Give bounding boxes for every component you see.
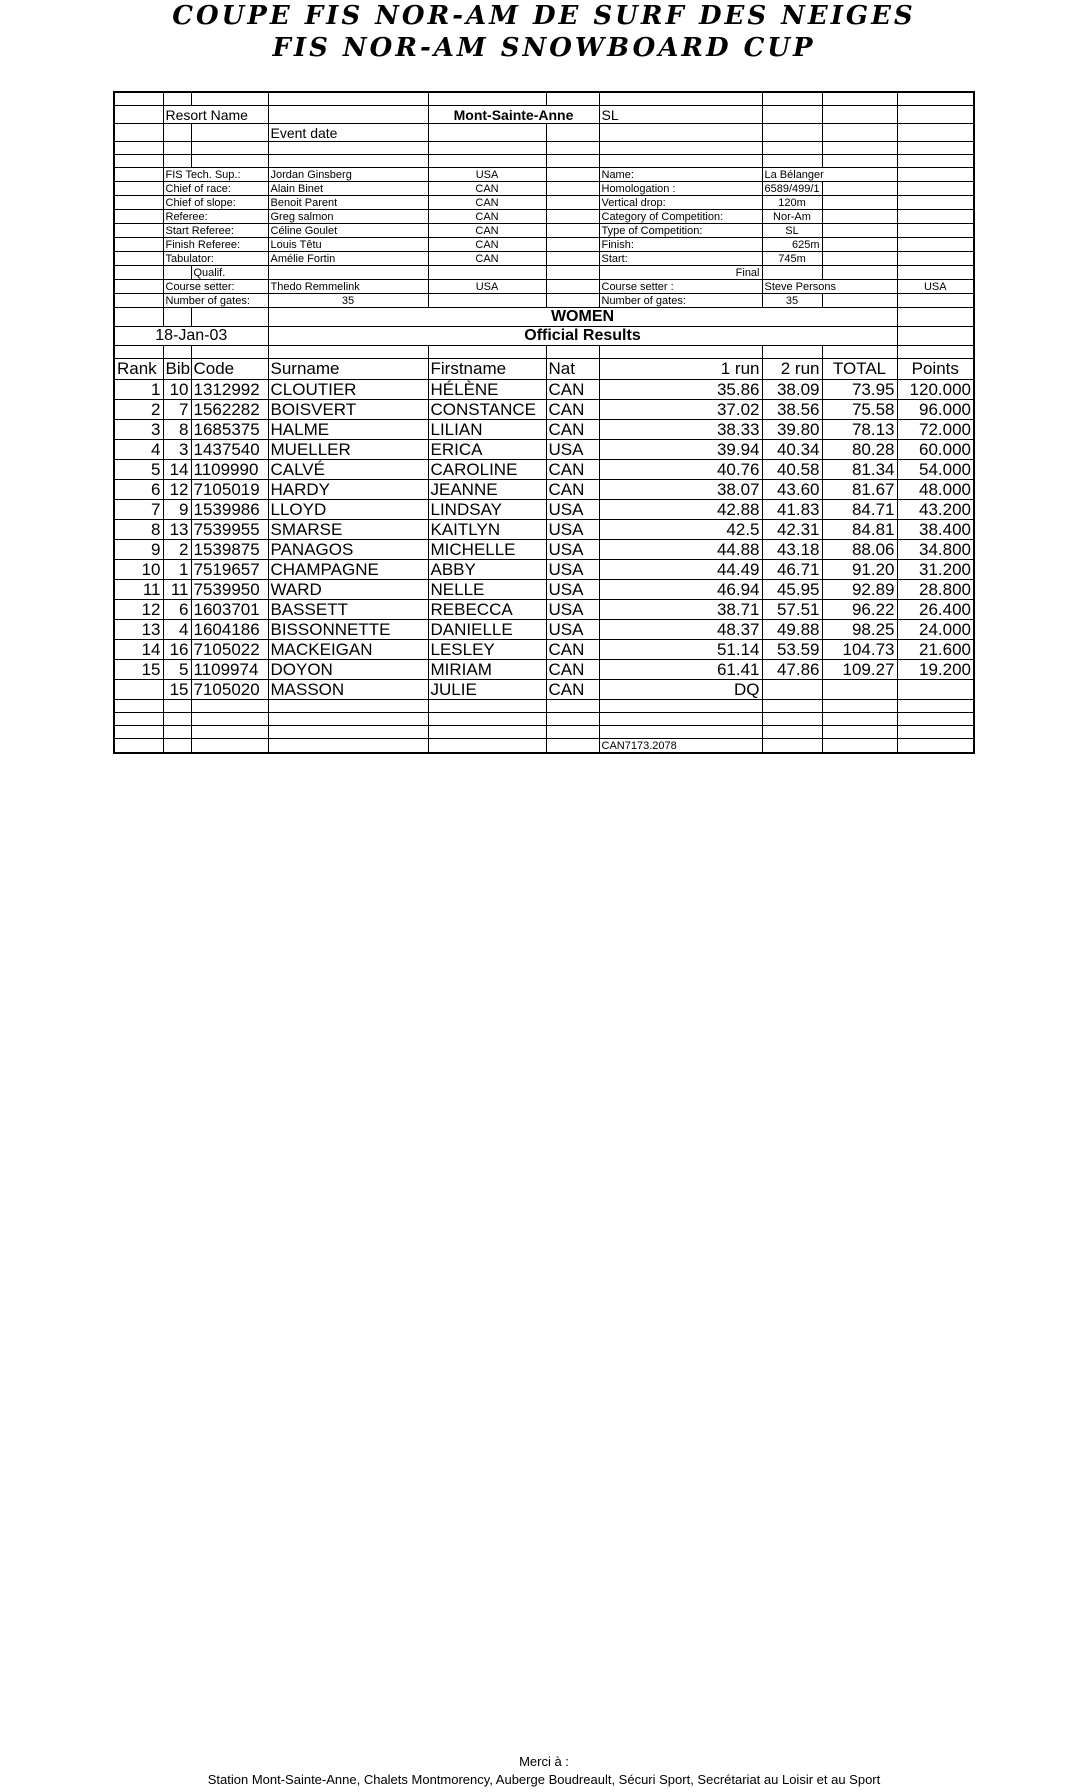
gates-value-2: 35: [762, 294, 822, 308]
result-bib: 4: [163, 620, 191, 640]
result-points: 96.000: [897, 400, 974, 420]
result-firstname: ERICA: [428, 440, 546, 460]
result-nat: CAN: [546, 420, 599, 440]
course-value: 6589/499/1: [762, 182, 822, 196]
result-code: 1109974: [191, 660, 268, 680]
result-surname: MACKEIGAN: [268, 640, 428, 660]
official-label: Chief of race:: [163, 182, 268, 196]
result-total: 81.34: [822, 460, 897, 480]
result-firstname: LESLEY: [428, 640, 546, 660]
course-label: Start:: [599, 252, 762, 266]
result-nat: USA: [546, 560, 599, 580]
result-total: 88.06: [822, 540, 897, 560]
result-run2: 47.86: [762, 660, 822, 680]
result-code: 7105022: [191, 640, 268, 660]
result-nat: USA: [546, 540, 599, 560]
table-row: [114, 580, 974, 600]
result-rank: 10: [114, 560, 163, 580]
official-nat: CAN: [428, 182, 546, 196]
table-row: [114, 440, 974, 460]
result-total: 80.28: [822, 440, 897, 460]
result-bib: 9: [163, 500, 191, 520]
course-value: 745m: [762, 252, 822, 266]
result-points: 54.000: [897, 460, 974, 480]
official-name: Amélie Fortin: [268, 252, 428, 266]
result-bib: 10: [163, 380, 191, 400]
result-run2: 57.51: [762, 600, 822, 620]
results-heading: Official Results: [268, 327, 897, 346]
result-firstname: MIRIAM: [428, 660, 546, 680]
result-run1: 46.94: [599, 580, 762, 600]
result-rank: 8: [114, 520, 163, 540]
result-rank: 12: [114, 600, 163, 620]
result-surname: WARD: [268, 580, 428, 600]
result-rank: 15: [114, 660, 163, 680]
official-nat: CAN: [428, 238, 546, 252]
result-points: 34.800: [897, 540, 974, 560]
result-rank: [114, 680, 163, 700]
result-points: 21.600: [897, 640, 974, 660]
official-nat: USA: [428, 168, 546, 182]
result-firstname: KAITLYN: [428, 520, 546, 540]
col-rank: Rank: [114, 359, 163, 380]
result-rank: 6: [114, 480, 163, 500]
table-row: [114, 680, 974, 700]
course-value: 625m: [762, 238, 822, 252]
col-code: Code: [191, 359, 268, 380]
course-value: SL: [762, 224, 822, 238]
results-sheet: [113, 91, 975, 754]
result-total: 84.81: [822, 520, 897, 540]
result-surname: MUELLER: [268, 440, 428, 460]
result-run2: [762, 680, 822, 700]
result-surname: DOYON: [268, 660, 428, 680]
result-total: 78.13: [822, 420, 897, 440]
course-setter-nat-1: USA: [428, 280, 546, 294]
result-firstname: NELLE: [428, 580, 546, 600]
result-nat: USA: [546, 580, 599, 600]
result-nat: CAN: [546, 400, 599, 420]
result-nat: CAN: [546, 460, 599, 480]
result-total: 84.71: [822, 500, 897, 520]
result-run1: 38.33: [599, 420, 762, 440]
qualif-label: Qualif.: [191, 266, 268, 280]
result-rank: 5: [114, 460, 163, 480]
course-label: Homologation :: [599, 182, 762, 196]
result-firstname: CONSTANCE: [428, 400, 546, 420]
official-name: Louis Têtu: [268, 238, 428, 252]
official-nat: CAN: [428, 252, 546, 266]
course-label: Name:: [599, 168, 762, 182]
result-points: 72.000: [897, 420, 974, 440]
result-nat: CAN: [546, 680, 599, 700]
result-bib: 5: [163, 660, 191, 680]
result-total: 75.58: [822, 400, 897, 420]
col-points: Points: [897, 359, 974, 380]
gates-value-1: 35: [268, 294, 428, 308]
result-run2: 49.88: [762, 620, 822, 640]
result-run2: 43.18: [762, 540, 822, 560]
result-run2: 43.60: [762, 480, 822, 500]
result-firstname: DANIELLE: [428, 620, 546, 640]
column-header-row: [114, 359, 974, 380]
col-total: TOTAL: [822, 359, 897, 380]
result-run2: 38.09: [762, 380, 822, 400]
course-value: 120m: [762, 196, 822, 210]
result-nat: USA: [546, 600, 599, 620]
result-firstname: REBECCA: [428, 600, 546, 620]
result-firstname: CAROLINE: [428, 460, 546, 480]
result-bib: 7: [163, 400, 191, 420]
race-date: 18-Jan-03: [114, 327, 268, 346]
result-bib: 6: [163, 600, 191, 620]
result-code: 1312992: [191, 380, 268, 400]
col-bib: Bib: [163, 359, 191, 380]
result-rank: 2: [114, 400, 163, 420]
col-run1: 1 run: [599, 359, 762, 380]
result-rank: 13: [114, 620, 163, 640]
result-nat: CAN: [546, 660, 599, 680]
result-firstname: MICHELLE: [428, 540, 546, 560]
result-points: 26.400: [897, 600, 974, 620]
result-points: 48.000: [897, 480, 974, 500]
table-row: [114, 520, 974, 540]
table-row: [114, 560, 974, 580]
gates-label-1: Number of gates:: [163, 294, 268, 308]
result-code: 1539875: [191, 540, 268, 560]
result-bib: 11: [163, 580, 191, 600]
col-run2: 2 run: [762, 359, 822, 380]
result-total: 96.22: [822, 600, 897, 620]
result-code: 7539955: [191, 520, 268, 540]
resort-value: Mont-Sainte-Anne: [428, 106, 599, 124]
col-surname: Surname: [268, 359, 428, 380]
result-surname: SMARSE: [268, 520, 428, 540]
official-label: Chief of slope:: [163, 196, 268, 210]
course-setter-nat-2: USA: [897, 280, 974, 294]
result-firstname: LILIAN: [428, 420, 546, 440]
course-value: La Bélanger: [762, 168, 897, 182]
result-bib: 1: [163, 560, 191, 580]
result-surname: CLOUTIER: [268, 380, 428, 400]
result-run1: 39.94: [599, 440, 762, 460]
official-name: Greg salmon: [268, 210, 428, 224]
result-bib: 14: [163, 460, 191, 480]
result-points: 24.000: [897, 620, 974, 640]
result-run1: DQ: [599, 680, 762, 700]
result-run1: 44.88: [599, 540, 762, 560]
result-run2: 41.83: [762, 500, 822, 520]
result-run2: 46.71: [762, 560, 822, 580]
result-rank: 4: [114, 440, 163, 460]
result-code: 1685375: [191, 420, 268, 440]
course-label: Category of Competition:: [599, 210, 762, 224]
result-total: 92.89: [822, 580, 897, 600]
result-run1: 40.76: [599, 460, 762, 480]
event-date-label: Event date: [268, 124, 428, 142]
result-points: 19.200: [897, 660, 974, 680]
course-label: Vertical drop:: [599, 196, 762, 210]
result-points: 60.000: [897, 440, 974, 460]
official-label: Tabulator:: [163, 252, 268, 266]
table-row: [114, 480, 974, 500]
result-nat: USA: [546, 440, 599, 460]
resort-label: Resort Name: [163, 106, 268, 124]
result-run2: 40.58: [762, 460, 822, 480]
gates-label-2: Number of gates:: [599, 294, 762, 308]
official-label: Finish Referee:: [163, 238, 268, 252]
result-total: 109.27: [822, 660, 897, 680]
result-run1: 42.5: [599, 520, 762, 540]
result-run1: 38.07: [599, 480, 762, 500]
course-label: Type of Competition:: [599, 224, 762, 238]
table-row: [114, 420, 974, 440]
official-nat: CAN: [428, 224, 546, 238]
official-name: Céline Goulet: [268, 224, 428, 238]
result-total: 91.20: [822, 560, 897, 580]
result-nat: USA: [546, 620, 599, 640]
result-points: [897, 680, 974, 700]
result-code: 1109990: [191, 460, 268, 480]
result-run2: 53.59: [762, 640, 822, 660]
result-firstname: HÉLÈNE: [428, 380, 546, 400]
footer-sponsors: Station Mont-Sainte-Anne, Chalets Montmorency, Auberge Boudreault, Sécuri Sport, Secrétariat au Loisir et au Sport: [207, 1772, 881, 1787]
result-bib: 2: [163, 540, 191, 560]
result-surname: HALME: [268, 420, 428, 440]
result-points: 120.000: [897, 380, 974, 400]
discipline: SL: [599, 106, 762, 124]
result-rank: 7: [114, 500, 163, 520]
result-run2: 42.31: [762, 520, 822, 540]
official-name: Alain Binet: [268, 182, 428, 196]
category-heading: WOMEN: [268, 308, 897, 327]
official-label: FIS Tech. Sup.:: [163, 168, 268, 182]
result-run1: 51.14: [599, 640, 762, 660]
result-firstname: JULIE: [428, 680, 546, 700]
result-total: 81.67: [822, 480, 897, 500]
col-nat: Nat: [546, 359, 599, 380]
official-label: Referee:: [163, 210, 268, 224]
result-code: 1603701: [191, 600, 268, 620]
result-rank: 1: [114, 380, 163, 400]
result-bib: 8: [163, 420, 191, 440]
result-surname: BOISVERT: [268, 400, 428, 420]
table-row: [114, 380, 974, 400]
result-run1: 44.49: [599, 560, 762, 580]
table-row: [114, 460, 974, 480]
result-code: 1562282: [191, 400, 268, 420]
result-code: 1437540: [191, 440, 268, 460]
official-name: Jordan Ginsberg: [268, 168, 428, 182]
course-setter-name-2: Steve Persons: [762, 280, 897, 294]
course-setter-label-1: Course setter:: [163, 280, 268, 294]
result-nat: CAN: [546, 480, 599, 500]
result-run1: 48.37: [599, 620, 762, 640]
result-firstname: JEANNE: [428, 480, 546, 500]
table-row: [114, 600, 974, 620]
table-row: [114, 540, 974, 560]
table-row: [114, 400, 974, 420]
result-surname: HARDY: [268, 480, 428, 500]
final-label: Final: [599, 266, 762, 280]
course-value: Nor-Am: [762, 210, 822, 224]
result-run1: 42.88: [599, 500, 762, 520]
result-surname: PANAGOS: [268, 540, 428, 560]
official-label: Start Referee:: [163, 224, 268, 238]
official-nat: CAN: [428, 210, 546, 224]
official-name: Benoit Parent: [268, 196, 428, 210]
result-bib: 3: [163, 440, 191, 460]
result-points: 28.800: [897, 580, 974, 600]
result-rank: 14: [114, 640, 163, 660]
result-bib: 15: [163, 680, 191, 700]
result-points: 38.400: [897, 520, 974, 540]
result-nat: USA: [546, 520, 599, 540]
col-firstname: Firstname: [428, 359, 546, 380]
result-run2: 45.95: [762, 580, 822, 600]
result-surname: MASSON: [268, 680, 428, 700]
table-row: [114, 660, 974, 680]
result-surname: CALVÉ: [268, 460, 428, 480]
result-total: [822, 680, 897, 700]
result-run2: 40.34: [762, 440, 822, 460]
result-rank: 9: [114, 540, 163, 560]
result-nat: CAN: [546, 640, 599, 660]
result-firstname: LINDSAY: [428, 500, 546, 520]
result-code: 7105019: [191, 480, 268, 500]
result-surname: BASSETT: [268, 600, 428, 620]
course-setter-label-2: Course setter :: [599, 280, 762, 294]
result-code: 1604186: [191, 620, 268, 640]
course-label: Finish:: [599, 238, 762, 252]
result-nat: CAN: [546, 380, 599, 400]
result-bib: 12: [163, 480, 191, 500]
result-rank: 11: [114, 580, 163, 600]
result-total: 104.73: [822, 640, 897, 660]
result-surname: LLOYD: [268, 500, 428, 520]
result-run2: 38.56: [762, 400, 822, 420]
page-title-french: COUPE FIS NOR-AM DE SURF DES NEIGES: [172, 1, 916, 31]
result-run1: 35.86: [599, 380, 762, 400]
result-run1: 37.02: [599, 400, 762, 420]
page-title-english: FIS NOR-AM SNOWBOARD CUP: [272, 33, 816, 63]
result-run1: 61.41: [599, 660, 762, 680]
course-setter-name-1: Thedo Remmelink: [268, 280, 428, 294]
result-code: 7539950: [191, 580, 268, 600]
official-nat: CAN: [428, 196, 546, 210]
result-code: 1539986: [191, 500, 268, 520]
table-row: [114, 500, 974, 520]
result-surname: CHAMPAGNE: [268, 560, 428, 580]
result-bib: 13: [163, 520, 191, 540]
result-points: 43.200: [897, 500, 974, 520]
result-code: 7519657: [191, 560, 268, 580]
result-bib: 16: [163, 640, 191, 660]
result-code: 7105020: [191, 680, 268, 700]
table-row: [114, 640, 974, 660]
result-nat: USA: [546, 500, 599, 520]
race-code: CAN7173.2078: [599, 739, 762, 754]
result-total: 73.95: [822, 380, 897, 400]
result-surname: BISSONNETTE: [268, 620, 428, 640]
table-row: [114, 620, 974, 640]
result-total: 98.25: [822, 620, 897, 640]
footer-thanks: Merci à :: [519, 1754, 569, 1769]
result-points: 31.200: [897, 560, 974, 580]
result-run1: 38.71: [599, 600, 762, 620]
result-run2: 39.80: [762, 420, 822, 440]
result-firstname: ABBY: [428, 560, 546, 580]
result-rank: 3: [114, 420, 163, 440]
